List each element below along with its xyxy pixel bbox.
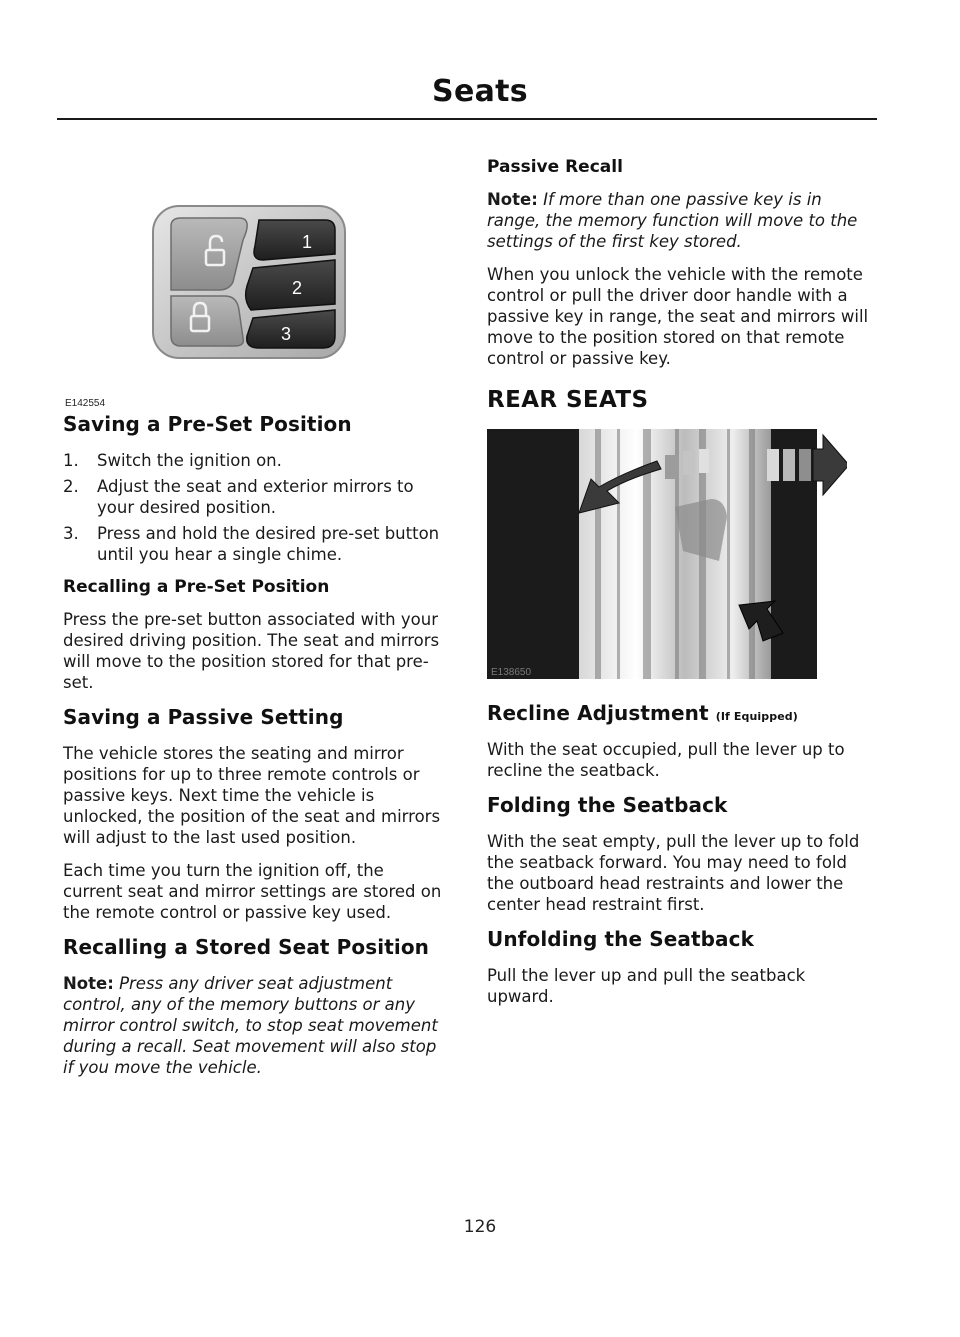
note-text: Press any driver seat adjustment control, any of the memory buttons or any mirror control switch, to stop seat movement during a recall. Seat movement will also stop if you move the vehicle. — [63, 974, 438, 1077]
recline-body: With the seat occupied, pull the lever up to recline the seatback. — [487, 740, 845, 780]
page-title: Seats — [432, 74, 528, 109]
list-item: 1. Switch the ignition on. — [63, 451, 282, 470]
subheading-passive-recall: Passive Recall — [487, 157, 623, 177]
list-item: 2. Adjust the seat and exterior mirrors to your desired position. — [63, 477, 414, 517]
note-text: If more than one passive key is in range, the memory function will move to the settings of the first key stored. — [487, 190, 858, 251]
rear-seat-figure — [487, 429, 847, 679]
memory-button-3-label: 3 — [281, 324, 292, 344]
unfolding-body: Pull the lever up and pull the seatback upward. — [487, 966, 806, 1006]
if-equipped-tag: (If Equipped) — [715, 710, 798, 723]
right-column — [487, 150, 877, 1019]
rear-seat-illustration — [487, 429, 847, 679]
note-label: Note: — [487, 190, 538, 209]
left-column — [63, 150, 448, 1090]
note-label: Note: — [63, 974, 114, 993]
saving-preset-steps — [63, 450, 448, 565]
figure-id-label: E142554 — [65, 398, 106, 409]
section-heading-recalling-stored: Recalling a Stored Seat Position — [63, 935, 430, 959]
subheading-recalling-preset: Recalling a Pre-Set Position — [63, 577, 330, 597]
section-heading-saving-preset: Saving a Pre-Set Position — [63, 412, 352, 436]
memory-seat-buttons-illustration — [63, 150, 448, 390]
recalling-stored-note — [63, 973, 448, 1078]
section-heading-saving-passive: Saving a Passive Setting — [63, 705, 344, 729]
recalling-preset-body: Press the pre-set button associated with your desired driving position. The seat and mirrors will move to the position stored for that pre-set. — [63, 610, 440, 692]
section-heading-unfolding: Unfolding the Seatback — [487, 927, 754, 951]
saving-passive-body-2: Each time you turn the ignition off, the current seat and mirror settings are stored on the remote control or passive key used. — [63, 861, 442, 922]
page-number: 126 — [463, 1217, 497, 1237]
list-item: 3. Press and hold the desired pre-set button until you hear a single chime. — [63, 524, 440, 564]
saving-passive-body-1: The vehicle stores the seating and mirror positions for up to three remote controls or passive keys. Next time the vehicle is unlocked, the position of the seat and mirrors will adjust to the last used position. — [63, 744, 441, 847]
memory-buttons-figure — [63, 150, 448, 412]
section-heading-rear-seats: REAR SEATS — [487, 387, 649, 413]
header-divider — [57, 118, 877, 120]
figure-id-label: E138650 — [491, 667, 532, 678]
passive-recall-note — [487, 189, 877, 252]
folding-body: With the seat empty, pull the lever up to fold the seatback forward. You may need to fold the outboard head restraints and lower the center head restraint first. — [487, 832, 860, 914]
memory-button-2-label: 2 — [292, 278, 303, 298]
section-heading-recline: Recline Adjustment (If Equipped) — [487, 701, 798, 725]
memory-button-1-label: 1 — [302, 232, 313, 252]
section-heading-folding: Folding the Seatback — [487, 793, 728, 817]
passive-recall-body: When you unlock the vehicle with the remote control or pull the driver door handle with a passive key in range, the seat and mirrors will move to the position stored on that remote control or passive key. — [487, 265, 869, 368]
